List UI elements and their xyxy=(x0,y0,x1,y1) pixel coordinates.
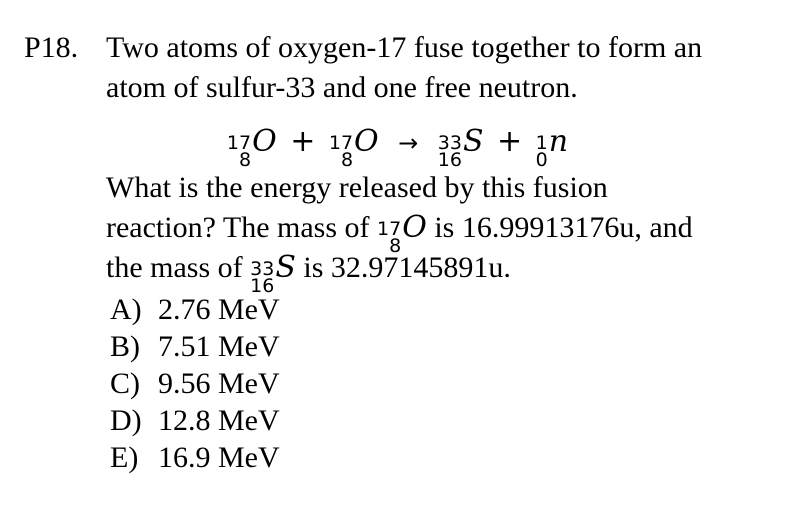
mass-number: 17 xyxy=(377,218,402,240)
nuclide-sulfur-33-inline xyxy=(250,250,296,297)
problem-number: P18. xyxy=(24,31,79,64)
element-symbol: S xyxy=(275,250,296,285)
plus-sign: + xyxy=(497,124,523,159)
atomic-number: 16 xyxy=(437,149,462,171)
choice-text: 9.56 MeV xyxy=(158,367,280,400)
atomic-number: 16 xyxy=(250,275,275,297)
mass-number: 17 xyxy=(226,132,252,154)
fusion-equation xyxy=(0,122,795,171)
choice-text: 12.8 MeV xyxy=(158,404,280,437)
choice-text: 16.9 MeV xyxy=(158,441,280,474)
choice-text: 2.76 MeV xyxy=(158,293,280,326)
choice-e[interactable] xyxy=(110,440,280,476)
atomic-number: 8 xyxy=(340,149,354,171)
element-symbol: O xyxy=(252,124,277,159)
element-symbol: O xyxy=(354,124,379,159)
reaction-arrow-icon: → xyxy=(398,129,419,157)
choice-a[interactable] xyxy=(110,292,280,328)
element-symbol: S xyxy=(462,124,484,159)
problem-stem-line-2: atom of sulfur-33 and one free neutron. xyxy=(106,71,578,104)
choice-d[interactable] xyxy=(110,403,280,439)
choice-label: D) xyxy=(110,404,142,437)
choice-label: C) xyxy=(110,367,140,400)
question-text: reaction? The mass of xyxy=(106,211,378,244)
mass-number: 1 xyxy=(535,132,548,154)
question-line-3 xyxy=(106,250,511,297)
choice-label: E) xyxy=(110,441,139,474)
atomic-number: 8 xyxy=(389,235,402,257)
element-symbol: n xyxy=(548,124,569,159)
atomic-number: 0 xyxy=(535,149,548,171)
nuclide-sulfur-33 xyxy=(438,122,484,171)
plus-sign: + xyxy=(290,124,316,159)
element-symbol: O xyxy=(402,210,427,245)
choice-text: 7.51 MeV xyxy=(158,330,280,363)
mass-number: 33 xyxy=(250,258,275,280)
nuclide-oxygen-17-b xyxy=(329,122,379,171)
nuclide-oxygen-17-a xyxy=(227,122,277,171)
mass-number: 17 xyxy=(328,132,354,154)
mass-number: 33 xyxy=(437,132,462,154)
choice-label: A) xyxy=(110,293,142,326)
question-line-1: What is the energy released by this fusion xyxy=(106,171,608,204)
question-text: the mass of xyxy=(106,251,251,284)
choice-b[interactable] xyxy=(110,329,280,365)
nuclide-neutron xyxy=(536,122,568,171)
question-text: is 32.97145891u. xyxy=(295,251,511,284)
atomic-number: 8 xyxy=(239,149,252,171)
choice-c[interactable] xyxy=(110,366,280,402)
choice-label: B) xyxy=(110,330,140,363)
question-text: is 16.99913176u, and xyxy=(426,211,693,244)
problem-stem-line-1: Two atoms of oxygen-17 fuse together to form an xyxy=(106,31,703,64)
